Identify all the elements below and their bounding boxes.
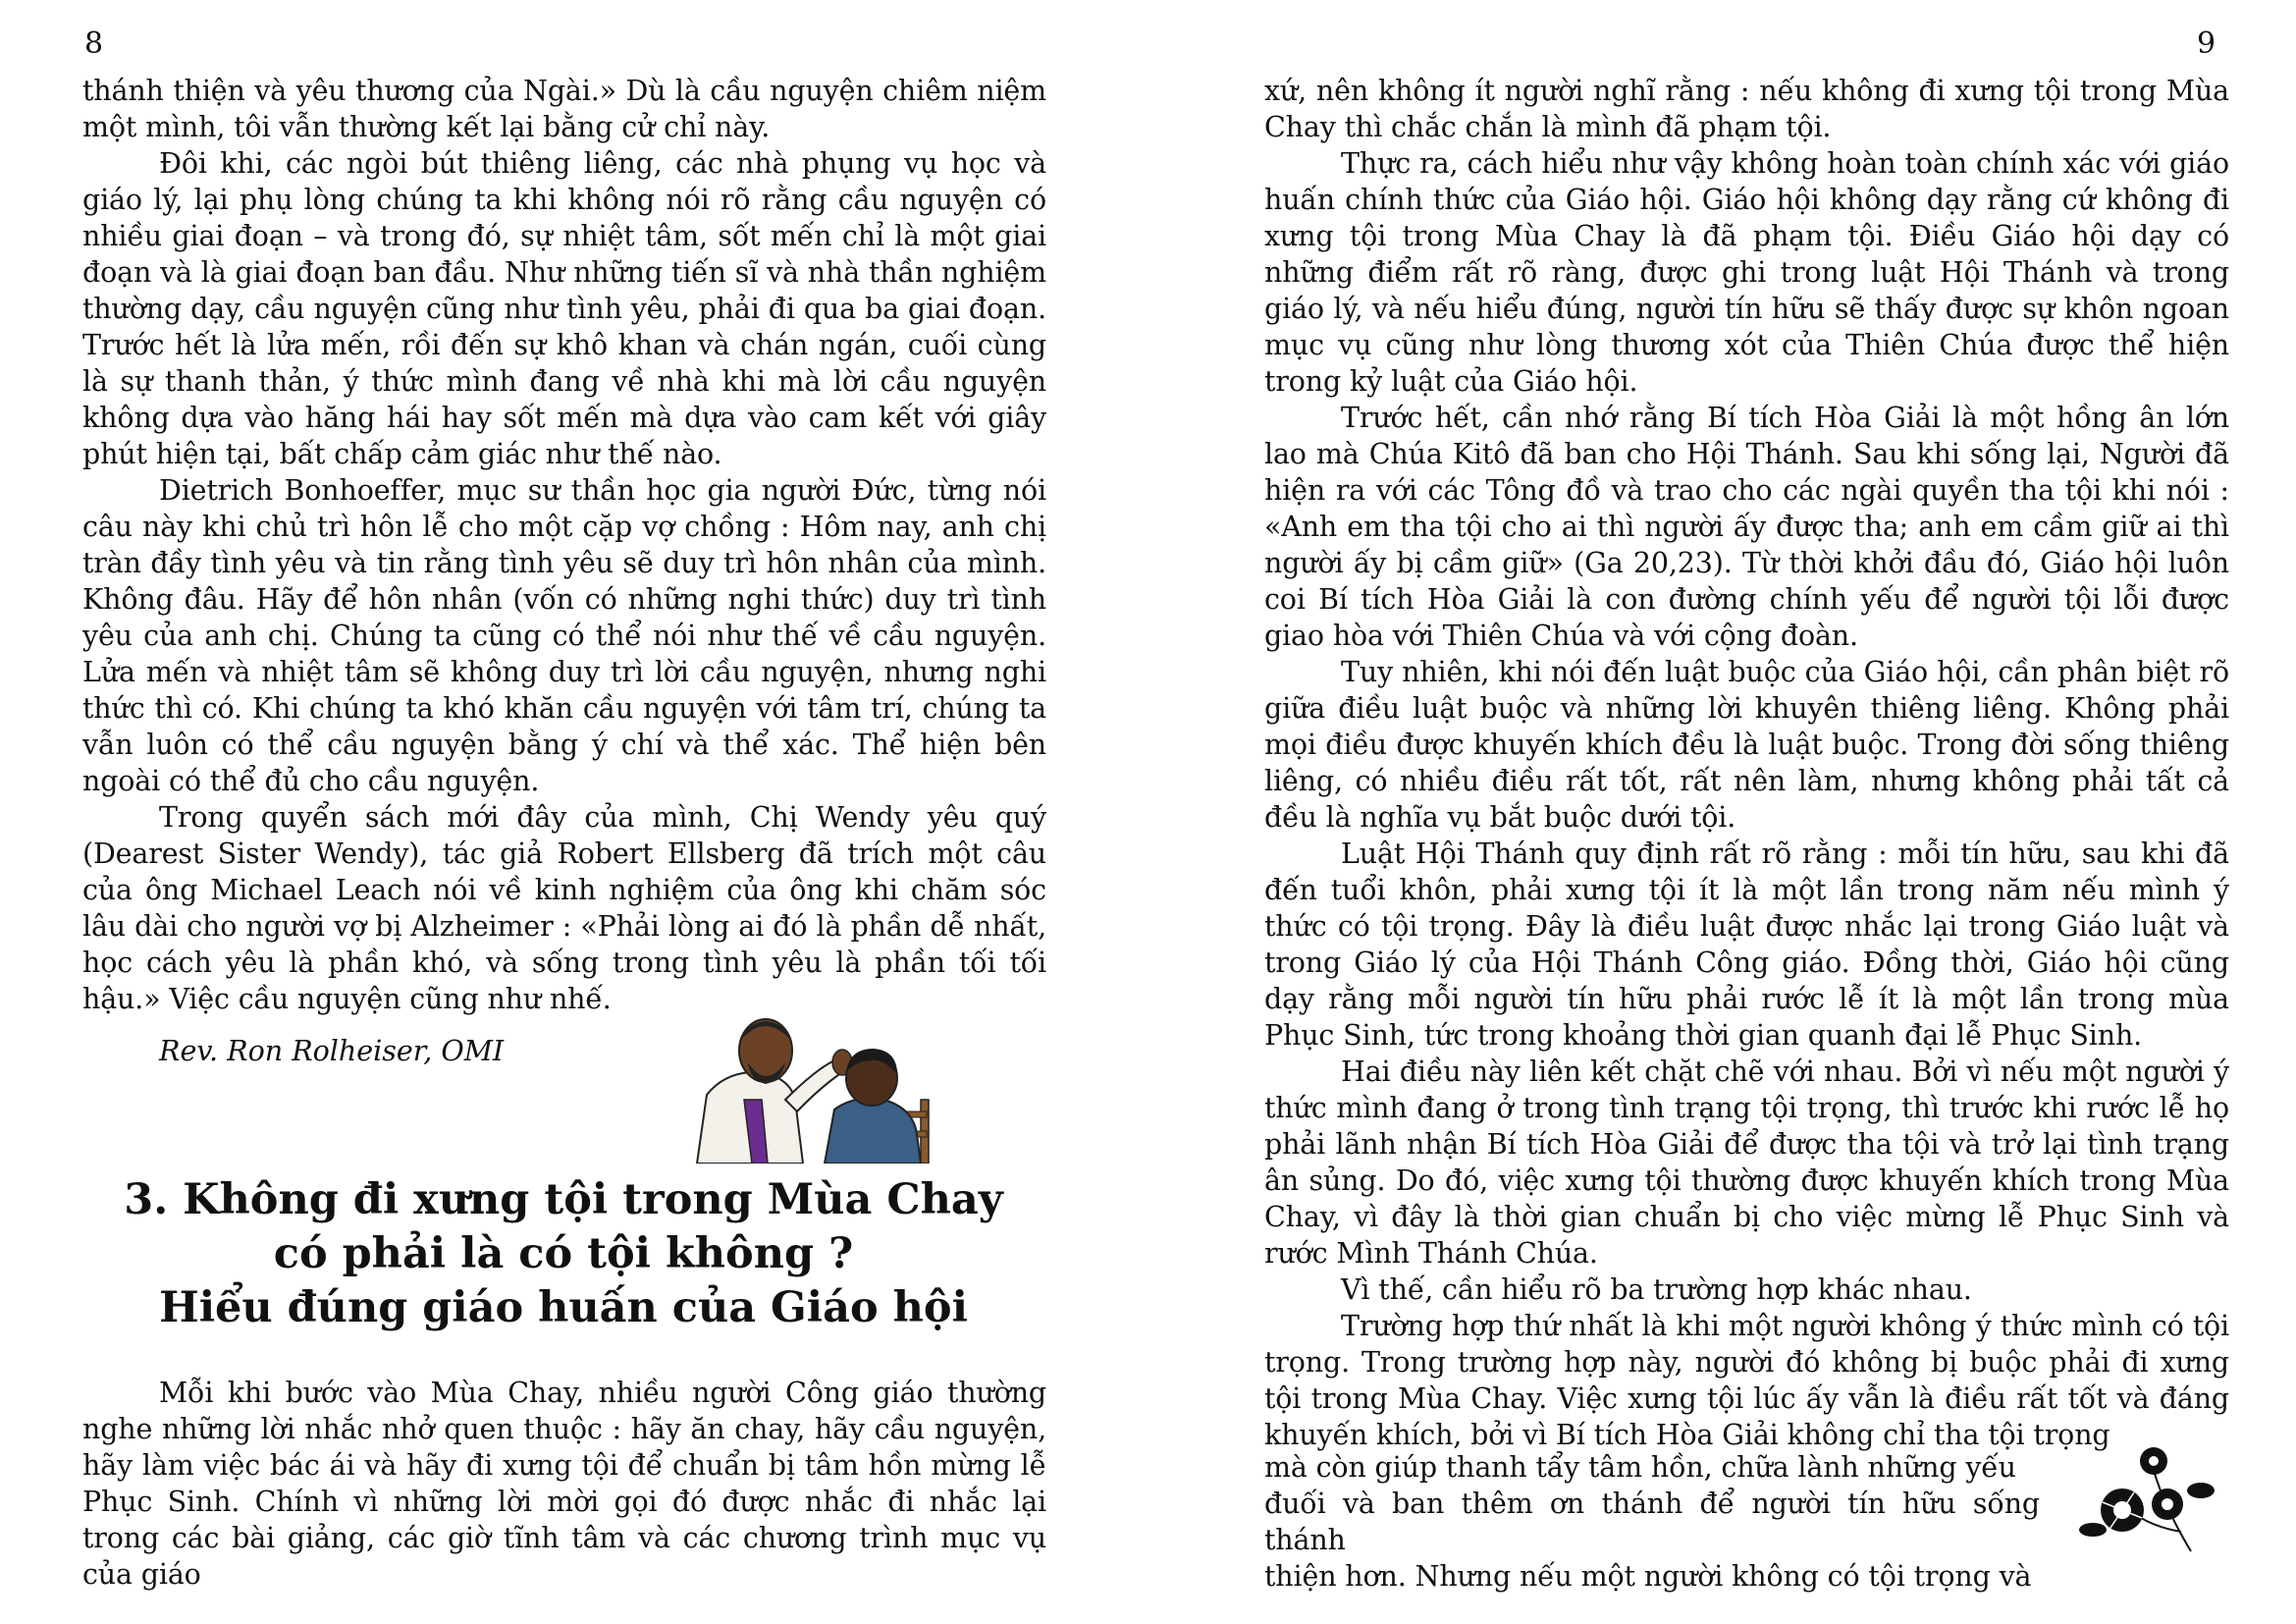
paragraph: Đôi khi, các ngòi bút thiêng liêng, các nhà phụng vụ học và giáo lý, lại phụ lòng chúng ta khi không nói rõ rằng cầu nguyện có nhiều giai đoạn – và trong đó, sự nhiệt tâm, sốt mến chỉ là một giai đoạn và là giai đoạn ban đầu. Như những tiến sĩ và nhà thần nghiệm thường dạy, cầu nguyện cũng như tình yêu, phải đi qua ba giai đoạn. Trước hết là lửa mến, rồi đến sự khô khan và chán ngán, cuối cùng là sự thanh thản, ý thức mình đang về nhà khi mà lời cầu nguyện không dựa vào hăng hái hay sốt mến mà dựa vào cam kết với giây phút hiện tại, bất chấp cảm giác như thế nào. [82, 147, 1046, 470]
paragraph: Trước hết, cần nhớ rằng Bí tích Hòa Giải là một hồng ân lớn lao mà Chúa Kitô đã ban cho Hội Thánh. Sau khi sống lại, Người đã hiện ra với các Tông đồ và trao cho các ngài quyền tha tội khi nói : «Anh em tha tội cho ai thì người ấy được tha; anh em cầm giữ ai thì người ấy bị cầm giữ» (Ga 20,23). Từ thời khởi đầu đó, Giáo hội luôn coi Bí tích Hòa Giải là con đường chính yếu để người tội lỗi được giao hòa với Thiên Chúa và với cộng đoàn. [1264, 402, 2229, 652]
paragraph: Mỗi khi bước vào Mùa Chay, nhiều người Công giáo thường nghe những lời nhắc nhở quen thuộc : hãy ăn chay, hãy cầu nguyện, hãy làm việc bác ái và hãy đi xưng tội để chuẩn bị tâm hồn mừng lễ Phục Sinh. Chính vì những lời mời gọi đó được nhắc đi nhắc lại trong các bài giảng, các giờ tĩnh tâm và các chương trình mục vụ của giáo [82, 1377, 1046, 1591]
paragraph: Hai điều này liên kết chặt chẽ với nhau. Bởi vì nếu một người ý thức mình đang ở trong tình trạng tội trọng, thì trước khi rước lễ họ phải lãnh nhận Bí tích Hòa Giải để được tha tội và trở lại tình trạng ân sủng. Do đó, việc xưng tội thường được khuyến khích trong Mùa Chay, vì đây là thời gian chuẩn bị cho việc mừng lễ Phục Sinh và rước Mình Thánh Chúa. [1264, 1056, 2229, 1270]
heading-line: có phải là có tội không ? [273, 1229, 854, 1278]
text-line: mà còn giúp thanh tẩy tâm hồn, chữa lành những yếu [1264, 1451, 2016, 1484]
heading-line: Hiểu đúng giáo huấn của Giáo hội [159, 1283, 968, 1332]
page-number-left: 8 [84, 27, 104, 61]
paragraph: xứ, nên không ít người nghĩ rằng : nếu không đi xưng tội trong Mùa Chay thì chắc chắn là mình đã phạm tội. [1264, 75, 2229, 143]
page-number-right: 9 [2197, 27, 2216, 61]
section-heading [82, 1173, 1044, 1335]
paragraph: Tuy nhiên, khi nói đến luật buộc của Giáo hội, cần phân biệt rõ giữa điều luật buộc và những lời khuyên thiêng liêng. Không phải mọi điều được khuyến khích đều là luật buộc. Trong đời sống thiêng liêng, có nhiều điều rất tốt, rất nên làm, nhưng không phải tất cả đều là nghĩa vụ bắt buộc dưới tội. [1264, 656, 2229, 834]
author-signature: Rev. Ron Rolheiser, OMI [159, 1035, 505, 1067]
paragraph: Luật Hội Thánh quy định rất rõ rằng : mỗi tín hữu, sau khi đã đến tuổi khôn, phải xưng tội ít là một lần trong năm nếu mình ý thức có tội trọng. Đây là điều luật được nhắc lại trong Giáo luật và trong Giáo lý của Hội Thánh Công giáo. Đồng thời, Giáo hội cũng dạy rằng mỗi người tín hữu phải rước lễ ít là một lần trong mùa Phục Sinh, tức trong khoảng thời gian quanh đại lễ Phục Sinh. [1264, 838, 2229, 1052]
paragraph: Trường hợp thứ nhất là khi một người không ý thức mình có tội trọng. Trong trường hợp này, người đó không bị buộc phải đi xưng tội trong Mùa Chay. Việc xưng tội lúc ấy vẫn là điều rất tốt và đáng khuyến khích, bởi vì Bí tích Hòa Giải không chỉ tha tội trọng [1264, 1310, 2229, 1451]
paragraph: Vì thế, cần hiểu rõ ba trường hợp khác nhau. [1341, 1273, 1972, 1306]
text-line: đuối và ban thêm ơn thánh để người tín hữu sống thánh [1264, 1488, 2040, 1556]
paragraph: Thực ra, cách hiểu như vậy không hoàn toàn chính xác với giáo huấn chính thức của Giáo hội. Giáo hội không dạy rằng cứ không đi xưng tội trong Mùa Chay là đã phạm tội. Điều Giáo hội dạy có những điểm rất rõ ràng, được ghi trong luật Hội Thánh và trong giáo lý, và nếu hiểu đúng, người tín hữu sẽ thấy được sự khôn ngoan mục vụ cũng như lòng thương xót của Thiên Chúa được thể hiện trong kỷ luật của Giáo hội. [1264, 147, 2229, 398]
left-column-bottom [82, 1375, 1046, 1593]
heading-line: 3. Không đi xưng tội trong Mùa Chay [124, 1175, 1003, 1224]
right-column-wrap [1264, 1449, 2040, 1595]
flower-ornament-icon [2073, 1434, 2230, 1561]
confession-illustration [687, 1001, 962, 1164]
paragraph: Dietrich Bonhoeffer, mục sư thần học gia người Đức, từng nói câu này khi chủ trì hôn lễ cho một cặp vợ chồng : Hôm nay, anh chị tràn đầy tình yêu và tin rằng tình yêu sẽ duy trì hôn nhân của mình. Không đâu. Hãy để hôn nhân (vốn có những nghi thức) duy trì tình yêu của anh chị. Chúng ta cũng có thể nói như thế về cầu nguyện. Lửa mến và nhiệt tâm sẽ không duy trì lời cầu nguyện, nhưng nghi thức thì có. Khi chúng ta khó khăn cầu nguyện với tâm trí, chúng ta vẫn luôn có thể cầu nguyện bằng ý chí và thể xác. Thể hiện bên ngoài có thể đủ cho cầu nguyện. [82, 474, 1046, 797]
paragraph: Trong quyển sách mới đây của mình, Chị Wendy yêu quý (Dearest Sister Wendy), tác giả Robert Ellsberg đã trích một câu của ông Michael Leach nói về kinh nghiệm của ông khi chăm sóc lâu dài cho người vợ bị Alzheimer : «Phải lòng ai đó là phần dễ nhất, học cách yêu là phần khó, và sống trong tình yêu là phần tối tối hậu.» Việc cầu nguyện cũng như nhế. [82, 801, 1046, 1015]
left-column-top [82, 73, 1046, 1017]
right-column [1264, 73, 2229, 1453]
text-line: thiện hơn. Nhưng nếu một người không có tội trọng và [1264, 1560, 2032, 1593]
paragraph: thánh thiện và yêu thương của Ngài.» Dù là cầu nguyện chiêm niệm một mình, tôi vẫn thường kết lại bằng cử chỉ này. [82, 75, 1046, 143]
